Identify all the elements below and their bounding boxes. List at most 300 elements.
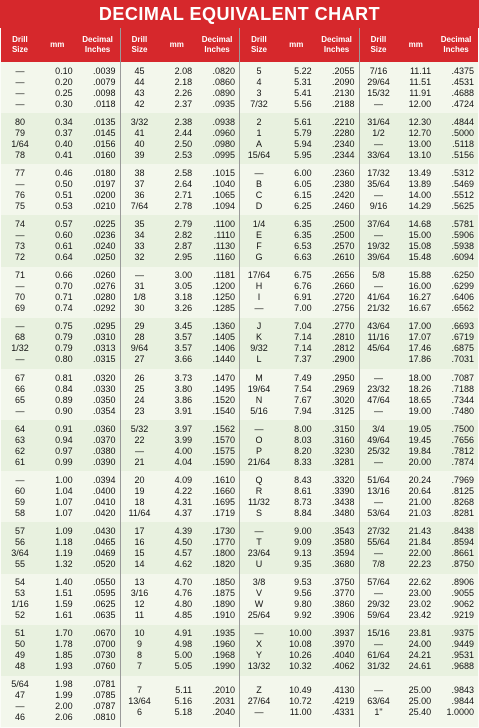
mm-cell: 11.51	[409, 76, 432, 87]
decimal-inches-cell: .2010	[212, 684, 235, 695]
table-row	[360, 270, 479, 281]
mm-cell: 16.67	[408, 303, 432, 314]
mm-cell: 9.09	[294, 536, 312, 547]
mm-cell: 12.30	[408, 116, 432, 127]
decimal-inches-cell: .2969	[331, 383, 355, 394]
decimal-inches-cell: .0200	[92, 189, 116, 200]
decimal-inches-cell: .6094	[451, 252, 474, 263]
mm-cell: 3.26	[174, 303, 193, 314]
decimal-inches-cell: .0700	[92, 639, 116, 650]
table-row	[121, 343, 240, 354]
decimal-inches-cell: .1610	[212, 474, 235, 485]
row-group	[1, 522, 120, 573]
mm-cell: 0.10	[55, 65, 73, 76]
mm-cell: 1.07	[55, 496, 73, 507]
mm-cell: 2.06	[55, 712, 73, 723]
table-row	[121, 241, 240, 252]
decimal-inches-cell: .1495	[212, 383, 235, 394]
decimal-inches-cell: .0315	[92, 354, 116, 365]
drill-size-cell: 77	[14, 167, 25, 178]
decimal-inches-cell: .3020	[331, 394, 355, 405]
decimal-inches-cell: .0313	[92, 343, 116, 354]
decimal-inches-cell: .7480	[451, 405, 474, 416]
decimal-inches-cell: .1875	[212, 588, 235, 599]
drill-size-cell: 15/32	[367, 87, 390, 98]
drill-size-cell: Q	[255, 474, 263, 485]
mm-cell: 6.53	[294, 241, 312, 252]
decimal-inches-cell: .3438	[331, 496, 355, 507]
decimal-inches-cell: .1800	[212, 547, 235, 558]
mm-cell: 18.65	[408, 394, 432, 405]
decimal-inches-cell: .3480	[331, 507, 355, 518]
table-row	[360, 128, 479, 139]
decimal-inches-cell: .2090	[331, 76, 355, 87]
table-row	[121, 384, 240, 395]
mm-cell: 1.04	[55, 485, 73, 496]
drill-size-cell: 30	[134, 303, 145, 314]
decimal-inches-cell: .1575	[212, 445, 235, 456]
drill-size-cell: 56	[14, 536, 25, 547]
drill-size-cell: 5/8	[372, 270, 385, 281]
table-row	[1, 486, 120, 497]
mm-cell: 7.54	[294, 383, 312, 394]
drill-size-cell: 62	[14, 445, 25, 456]
drill-size-cell: —	[373, 138, 383, 149]
mm-cell: 13.89	[408, 178, 432, 189]
header-mm: mm	[408, 40, 423, 49]
decimal-inches-cell: .1590	[212, 456, 235, 467]
decimal-inches-cell: .0400	[92, 485, 116, 496]
mm-cell: 10.49	[289, 684, 312, 695]
drill-size-cell: 80	[14, 116, 25, 127]
table-row	[240, 343, 359, 354]
mm-cell: 0.51	[55, 189, 73, 200]
table-row	[121, 354, 240, 365]
drill-size-cell: E	[255, 230, 262, 241]
drill-size-cell: 76	[14, 189, 25, 200]
decimal-inches-cell: .0550	[92, 577, 116, 588]
mm-cell: 8.03	[294, 434, 312, 445]
decimal-inches-cell: .0960	[212, 127, 235, 138]
mm-cell: 5.41	[294, 87, 312, 98]
drill-size-cell: S	[255, 507, 262, 518]
decimal-inches-cell: .1015	[212, 167, 235, 178]
decimal-inches-cell: .0520	[92, 558, 116, 569]
drill-size-cell: 55/64	[367, 536, 390, 547]
table-row	[1, 395, 120, 406]
decimal-inches-cell: .1160	[213, 252, 235, 263]
decimal-inches-cell: .4375	[451, 65, 474, 76]
table-row	[360, 661, 479, 672]
mm-cell: 0.64	[55, 252, 73, 263]
drill-size-cell: 53	[14, 588, 25, 599]
mm-cell: 9.80	[294, 599, 312, 610]
header-drill-size: Drill Size	[250, 35, 267, 54]
table-row	[360, 475, 479, 486]
mm-cell: 5.00	[174, 650, 193, 661]
table-row	[240, 270, 359, 281]
table-row	[360, 384, 479, 395]
drill-size-cell: 1/8	[133, 292, 146, 303]
mm-cell: 1.70	[55, 628, 73, 639]
mm-cell: 3.18	[174, 292, 193, 303]
decimal-inches-cell: .2770	[331, 321, 355, 332]
mm-cell: 8.84	[294, 507, 312, 518]
table-row	[240, 168, 359, 179]
drill-size-cell: 9/16	[369, 200, 388, 211]
table-row	[121, 128, 240, 139]
table-row	[1, 150, 120, 161]
decimal-inches-cell: .1065	[212, 189, 235, 200]
decimal-inches-cell: .7031	[451, 354, 474, 365]
mm-cell: 1.98	[55, 679, 73, 690]
mm-cell: 0.20	[55, 76, 73, 87]
mm-cell: 8.73	[294, 496, 312, 507]
table-row	[360, 537, 479, 548]
drill-size-cell: —	[373, 372, 383, 383]
decimal-inches-cell: .7656	[451, 434, 474, 445]
drill-size-cell: 20	[134, 474, 145, 485]
table-row	[360, 117, 479, 128]
table-row	[240, 150, 359, 161]
table-row	[360, 577, 479, 588]
mm-cell: 2.82	[174, 230, 193, 241]
mm-cell: 2.79	[174, 219, 193, 230]
drill-size-cell: 78	[14, 149, 25, 160]
drill-size-cell: —	[15, 98, 25, 109]
drill-size-cell: 13	[134, 577, 145, 588]
decimal-inches-cell: .7344	[451, 394, 474, 405]
table-row	[121, 661, 240, 672]
decimal-inches-cell: .2055	[331, 65, 355, 76]
mm-cell: 1.99	[55, 690, 73, 701]
decimal-inches-cell: .0995	[212, 149, 235, 160]
drill-size-cell: 64	[14, 423, 25, 434]
row-group	[1, 471, 120, 522]
drill-size-cell: —	[373, 98, 383, 109]
drill-size-cell: 61	[14, 456, 25, 467]
table-row	[121, 588, 240, 599]
table-row	[1, 406, 120, 417]
table-row	[360, 241, 479, 252]
decimal-inches-cell: .3125	[331, 405, 355, 416]
mm-cell: 3.86	[174, 394, 193, 405]
mm-cell: 1.93	[55, 661, 73, 672]
drill-size-cell: 24	[134, 394, 145, 405]
mm-cell: 22.62	[408, 577, 432, 588]
table-row	[360, 321, 479, 332]
mm-cell: 13.49	[408, 167, 432, 178]
drill-size-cell: 63	[14, 434, 25, 445]
table-row	[1, 281, 120, 292]
decimal-inches-cell: .3580	[331, 536, 355, 547]
drill-size-cell: 16	[134, 536, 145, 547]
decimal-inches-cell: .0225	[92, 219, 116, 230]
decimal-inches-cell: .1695	[212, 496, 235, 507]
table-row	[360, 435, 479, 446]
decimal-inches-cell: .0350	[92, 394, 116, 405]
drill-size-cell: —	[373, 496, 383, 507]
column-header	[360, 28, 479, 62]
mm-cell: 3.57	[174, 343, 193, 354]
drill-size-cell: —	[15, 321, 25, 332]
mm-cell: 0.61	[55, 241, 73, 252]
decimal-inches-cell: .0098	[92, 87, 116, 98]
mm-cell: 19.05	[408, 423, 432, 434]
decimal-inches-cell: .4219	[331, 695, 355, 706]
decimal-inches-cell: .0135	[92, 116, 116, 127]
table-row	[121, 395, 240, 406]
mm-cell: 4.98	[174, 639, 193, 650]
decimal-inches-cell: .9055	[451, 588, 474, 599]
mm-cell: 5.31	[294, 76, 312, 87]
row-group	[360, 215, 479, 266]
table-row	[240, 435, 359, 446]
decimal-inches-cell: .1470	[212, 372, 235, 383]
decimal-inches-cell: .5938	[451, 241, 474, 252]
decimal-inches-cell: 1.0000	[446, 706, 474, 717]
drill-size-cell: 7/8	[372, 558, 385, 569]
table-row	[121, 373, 240, 384]
mm-cell: 0.99	[55, 456, 73, 467]
drill-size-cell: —	[134, 445, 144, 456]
drill-size-cell: 66	[14, 383, 25, 394]
row-group	[240, 471, 359, 522]
row-group	[121, 522, 240, 573]
table-row	[121, 475, 240, 486]
drill-size-cell: 27	[134, 354, 145, 365]
drill-size-cell: 18	[134, 496, 145, 507]
drill-size-cell: 31/64	[367, 116, 390, 127]
table-row	[1, 168, 120, 179]
decimal-inches-cell: .2950	[331, 372, 355, 383]
decimal-inches-cell: .1100	[213, 219, 235, 230]
table-row	[1, 599, 120, 610]
mm-cell: 0.91	[55, 423, 73, 434]
mm-cell: 10.26	[289, 650, 312, 661]
mm-cell: 2.38	[174, 116, 193, 127]
mm-cell: 10.00	[289, 628, 312, 639]
table-row	[240, 373, 359, 384]
drill-size-cell: 3/4	[372, 423, 385, 434]
mm-cell: 10.72	[289, 695, 312, 706]
drill-size-cell: —	[15, 405, 25, 416]
mm-cell: 4.37	[174, 507, 193, 518]
table-row	[121, 303, 240, 314]
drill-size-cell: T	[256, 536, 262, 547]
mm-cell: 0.30	[55, 98, 73, 109]
mm-cell: 0.97	[55, 445, 73, 456]
drill-size-cell: 23/64	[247, 547, 271, 558]
table-row	[360, 230, 479, 241]
decimal-inches-cell: .9531	[451, 650, 474, 661]
drill-size-cell: 35/64	[367, 178, 390, 189]
drill-size-cell: 47/64	[367, 394, 390, 405]
mm-cell: 19.45	[408, 434, 432, 445]
table-row	[240, 281, 359, 292]
table-row	[240, 610, 359, 621]
row-group	[360, 164, 479, 215]
row-group	[1, 574, 120, 625]
table-row	[1, 343, 120, 354]
table-row	[240, 707, 359, 718]
table-row	[1, 332, 120, 343]
decimal-inches-cell: .1200	[212, 281, 235, 292]
mm-cell: 16.00	[408, 281, 432, 292]
mm-cell: 5.56	[294, 98, 312, 109]
drill-size-cell: 2	[256, 116, 262, 127]
decimal-inches-cell: .6693	[451, 321, 474, 332]
decimal-inches-cell: .0039	[92, 65, 116, 76]
column-header	[1, 28, 120, 62]
drill-size-cell: 3	[256, 87, 262, 98]
mm-cell: 2.71	[174, 189, 193, 200]
decimal-inches-cell: .4688	[451, 87, 474, 98]
drill-size-cell	[360, 354, 398, 365]
mm-cell: 9.35	[294, 558, 312, 569]
drill-size-cell: 13/64	[128, 695, 151, 706]
mm-cell: 6.76	[294, 281, 312, 292]
mm-cell: 4.22	[174, 485, 193, 496]
table-row	[360, 190, 479, 201]
drill-size-cell: —	[15, 230, 25, 241]
table-row	[240, 424, 359, 435]
mm-cell: 7.14	[294, 343, 312, 354]
decimal-inches-cell: .5312	[451, 167, 474, 178]
decimal-inches-cell: .7969	[451, 474, 474, 485]
decimal-inches-cell: .3150	[331, 423, 355, 434]
mm-cell: 2.64	[174, 178, 193, 189]
decimal-inches-cell: .5118	[452, 138, 474, 149]
decimal-inches-cell: .1562	[212, 423, 235, 434]
mm-cell: 2.50	[174, 138, 193, 149]
table-row	[1, 303, 120, 314]
drill-size-cell: P	[255, 445, 262, 456]
decimal-inches-cell: .1960	[212, 639, 235, 650]
mm-cell: 1.18	[55, 536, 73, 547]
decimal-inches-cell: .1968	[212, 650, 235, 661]
mm-cell: 5.16	[174, 695, 193, 706]
table-row	[1, 577, 120, 588]
table-row	[360, 292, 479, 303]
table-row	[121, 446, 240, 457]
decimal-inches-cell: .2660	[331, 281, 355, 292]
row-group	[240, 369, 359, 420]
drill-size-cell: 4	[256, 76, 262, 87]
drill-size-cell: 11/64	[128, 507, 151, 518]
table-row	[121, 150, 240, 161]
decimal-inches-cell: .3750	[331, 577, 355, 588]
mm-cell: 1.59	[55, 599, 73, 610]
drill-size-cell: 68	[14, 332, 25, 343]
row-group	[240, 215, 359, 266]
mm-cell: 0.71	[55, 292, 73, 303]
drill-size-cell: 22	[134, 434, 145, 445]
mm-cell: 3.66	[174, 354, 193, 365]
mm-cell: 4.76	[174, 588, 193, 599]
mm-cell: 19.84	[408, 445, 432, 456]
drill-size-cell: 35	[134, 219, 145, 230]
drill-size-cell: 29/32	[367, 599, 390, 610]
table-row	[121, 179, 240, 190]
drill-size-cell: 6	[136, 706, 142, 717]
decimal-inches-cell: .0360	[92, 423, 116, 434]
mm-cell: 14.68	[408, 219, 432, 230]
mm-cell: 8.00	[294, 423, 312, 434]
row-group	[360, 625, 479, 676]
table-row	[121, 685, 240, 696]
drill-size-cell: 47	[14, 690, 25, 701]
column-header	[240, 28, 359, 62]
drill-size-cell: 9	[136, 639, 142, 650]
table-row	[121, 508, 240, 519]
drill-size-cell: 19	[134, 485, 145, 496]
decimal-inches-cell: .0980	[212, 138, 235, 149]
decimal-inches-cell: .0310	[92, 332, 116, 343]
header-decimal-inches: Decimal Inches	[82, 35, 113, 54]
table-row	[1, 241, 120, 252]
mm-cell: 15.00	[408, 230, 432, 241]
mm-cell: 17.46	[408, 343, 432, 354]
table-row	[121, 457, 240, 468]
decimal-inches-cell: .2040	[212, 706, 235, 717]
mm-cell: 4.62	[174, 558, 193, 569]
decimal-inches-cell: .1910	[212, 610, 235, 621]
decimal-inches-cell: .0760	[92, 661, 116, 672]
drill-size-cell: 49	[14, 650, 25, 661]
table-row	[1, 661, 120, 672]
drill-size-cell: W	[254, 599, 264, 610]
decimal-inches-cell: .2500	[331, 230, 355, 241]
decimal-inches-cell: .8750	[451, 558, 474, 569]
row-group	[1, 62, 120, 113]
drill-size-cell: 3/16	[130, 588, 149, 599]
mm-cell: 2.44	[174, 127, 193, 138]
table-row	[1, 424, 120, 435]
table-row	[121, 88, 240, 99]
decimal-inches-cell: .0330	[92, 383, 116, 394]
drill-size-cell: O	[255, 434, 263, 445]
drill-size-cell: 7	[136, 684, 142, 695]
table-row	[121, 292, 240, 303]
decimal-inches-cell: .0935	[212, 98, 235, 109]
header-decimal-inches: Decimal Inches	[440, 35, 472, 54]
mm-cell: 0.79	[55, 343, 73, 354]
table-row	[240, 599, 359, 610]
mm-cell: 21.84	[408, 536, 432, 547]
decimal-inches-cell: .4130	[331, 684, 355, 695]
drill-size-cell: —	[373, 456, 383, 467]
drill-size-cell: 53/64	[367, 507, 390, 518]
table-row	[360, 179, 479, 190]
decimal-inches-cell: .0635	[92, 610, 116, 621]
mm-cell: 3.45	[174, 321, 193, 332]
table-row	[240, 685, 359, 696]
mm-cell: 2.95	[174, 252, 193, 263]
mm-cell: 7.49	[294, 372, 312, 383]
table-row	[1, 650, 120, 661]
table-row	[121, 201, 240, 212]
mm-cell: 4.70	[174, 577, 193, 588]
drill-size-cell: 45	[134, 65, 145, 76]
table-row	[360, 373, 479, 384]
decimal-inches-cell: .7812	[451, 445, 474, 456]
table-row	[1, 321, 120, 332]
mm-cell: 0.41	[55, 149, 73, 160]
decimal-inches-cell: .9843	[451, 684, 474, 695]
table-row	[360, 395, 479, 406]
row-group	[360, 113, 479, 164]
